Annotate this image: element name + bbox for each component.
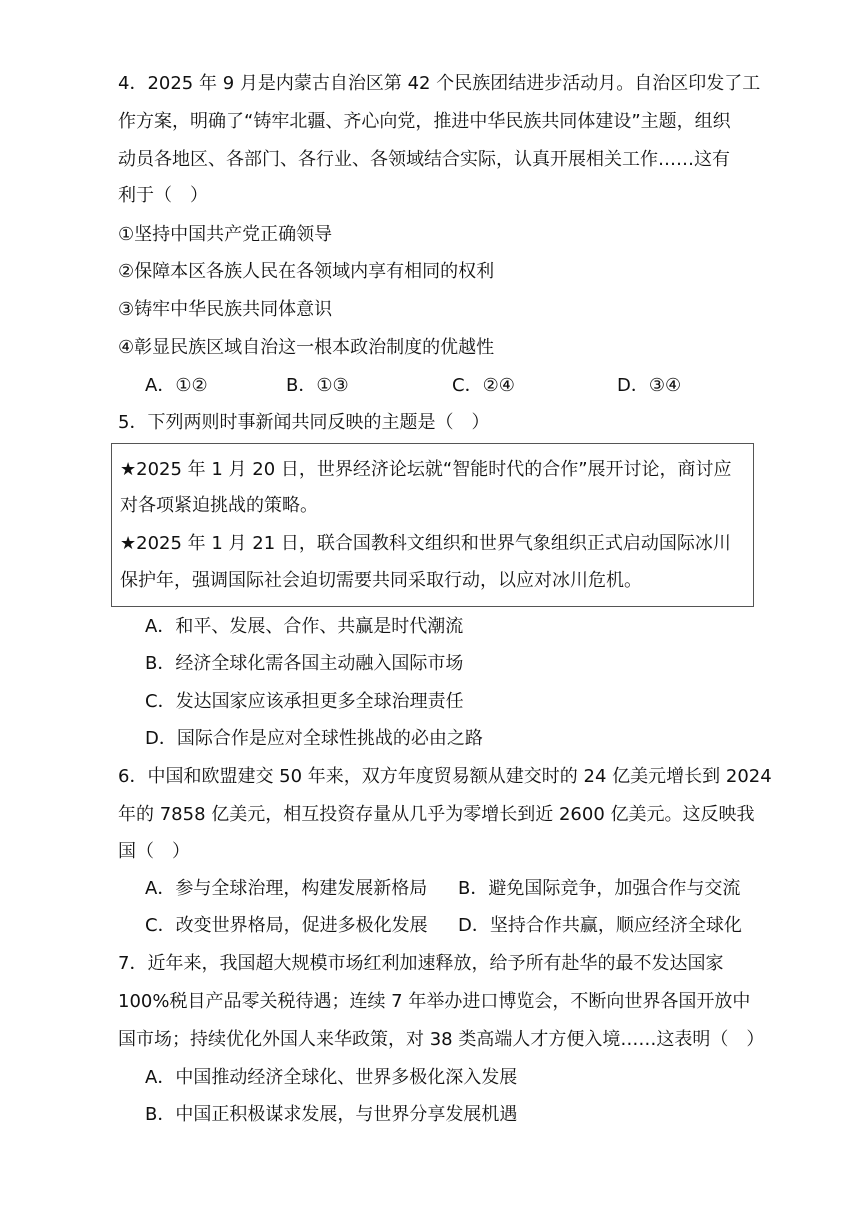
statement-2: ②保障本区各族人民在各领域内享有相同的权利 (118, 261, 495, 282)
question-stem-line: 年的 7858 亿美元，相互投资存量从几乎为零增长到近 2600 亿美元。这反映我 (118, 804, 755, 825)
option-a[interactable]: A．和平、发展、合作、共赢是时代潮流 (145, 616, 464, 637)
news-line: 保护年，强调国际社会迫切需要共同采取行动，以应对冰川危机。 (120, 570, 642, 591)
statement-3: ③铸牢中华民族共同体意识 (118, 299, 333, 320)
option-a[interactable]: A．参与全球治理，构建发展新格局 (145, 878, 428, 899)
question-stem-line: 国市场；持续优化外国人来华政策，对 38 类高端人才方便入境……这表明（ ） (118, 1029, 765, 1050)
question-stem-line: 利于（ ） (118, 185, 208, 206)
question-stem: 5．下列两则时事新闻共同反映的主题是（ ） (118, 412, 490, 433)
news-line: ★2025 年 1 月 20 日，世界经济论坛就“智能时代的合作”展开讨论，商讨应 (120, 459, 732, 480)
option-b[interactable]: B．中国正积极谋求发展，与世界分享发展机遇 (145, 1104, 518, 1125)
option-b[interactable]: B．①③ (286, 375, 349, 396)
option-d[interactable]: D．坚持合作共赢，顺应经济全球化 (458, 915, 742, 936)
option-b[interactable]: B．避免国际竞争，加强合作与交流 (458, 878, 741, 899)
statement-1: ①坚持中国共产党正确领导 (118, 224, 333, 245)
news-line: ★2025 年 1 月 21 日，联合国教科文组织和世界气象组织正式启动国际冰川 (120, 533, 731, 554)
question-stem-line: 作方案，明确了“铸牢北疆、齐心向党，推进中华民族共同体建设”主题，组织 (118, 111, 731, 132)
option-c[interactable]: C．发达国家应该承担更多全球治理责任 (145, 691, 464, 712)
option-d[interactable]: D．国际合作是应对全球性挑战的必由之路 (145, 728, 483, 749)
question-stem-line: 100%税目产品零关税待遇；连续 7 年举办进口博览会，不断向世界各国开放中 (118, 991, 751, 1012)
question-stem-line: 4．2025 年 9 月是内蒙古自治区第 42 个民族团结进步活动月。自治区印发了工 (118, 73, 761, 94)
statement-4: ④彰显民族区域自治这一根本政治制度的优越性 (118, 337, 495, 358)
question-stem-line: 6．中国和欧盟建交 50 年来，双方年度贸易额从建交时的 24 亿美元增长到 2024 (118, 766, 772, 787)
option-a[interactable]: A．①② (145, 375, 208, 396)
question-stem-line: 7．近年来，我国超大规模市场红利加速释放，给予所有赴华的最不发达国家 (118, 953, 724, 974)
option-b[interactable]: B．经济全球化需各国主动融入国际市场 (145, 653, 464, 674)
question-stem-line: 国（ ） (118, 841, 190, 862)
option-c[interactable]: C．②④ (452, 375, 515, 396)
news-line: 对各项紧迫挑战的策略。 (120, 495, 318, 516)
question-stem-line: 动员各地区、各部门、各行业、各领域结合实际，认真开展相关工作……这有 (118, 149, 730, 170)
option-a[interactable]: A．中国推动经济全球化、世界多极化深入发展 (145, 1067, 518, 1088)
option-d[interactable]: D．③④ (617, 375, 682, 396)
option-c[interactable]: C．改变世界格局，促进多极化发展 (145, 915, 428, 936)
